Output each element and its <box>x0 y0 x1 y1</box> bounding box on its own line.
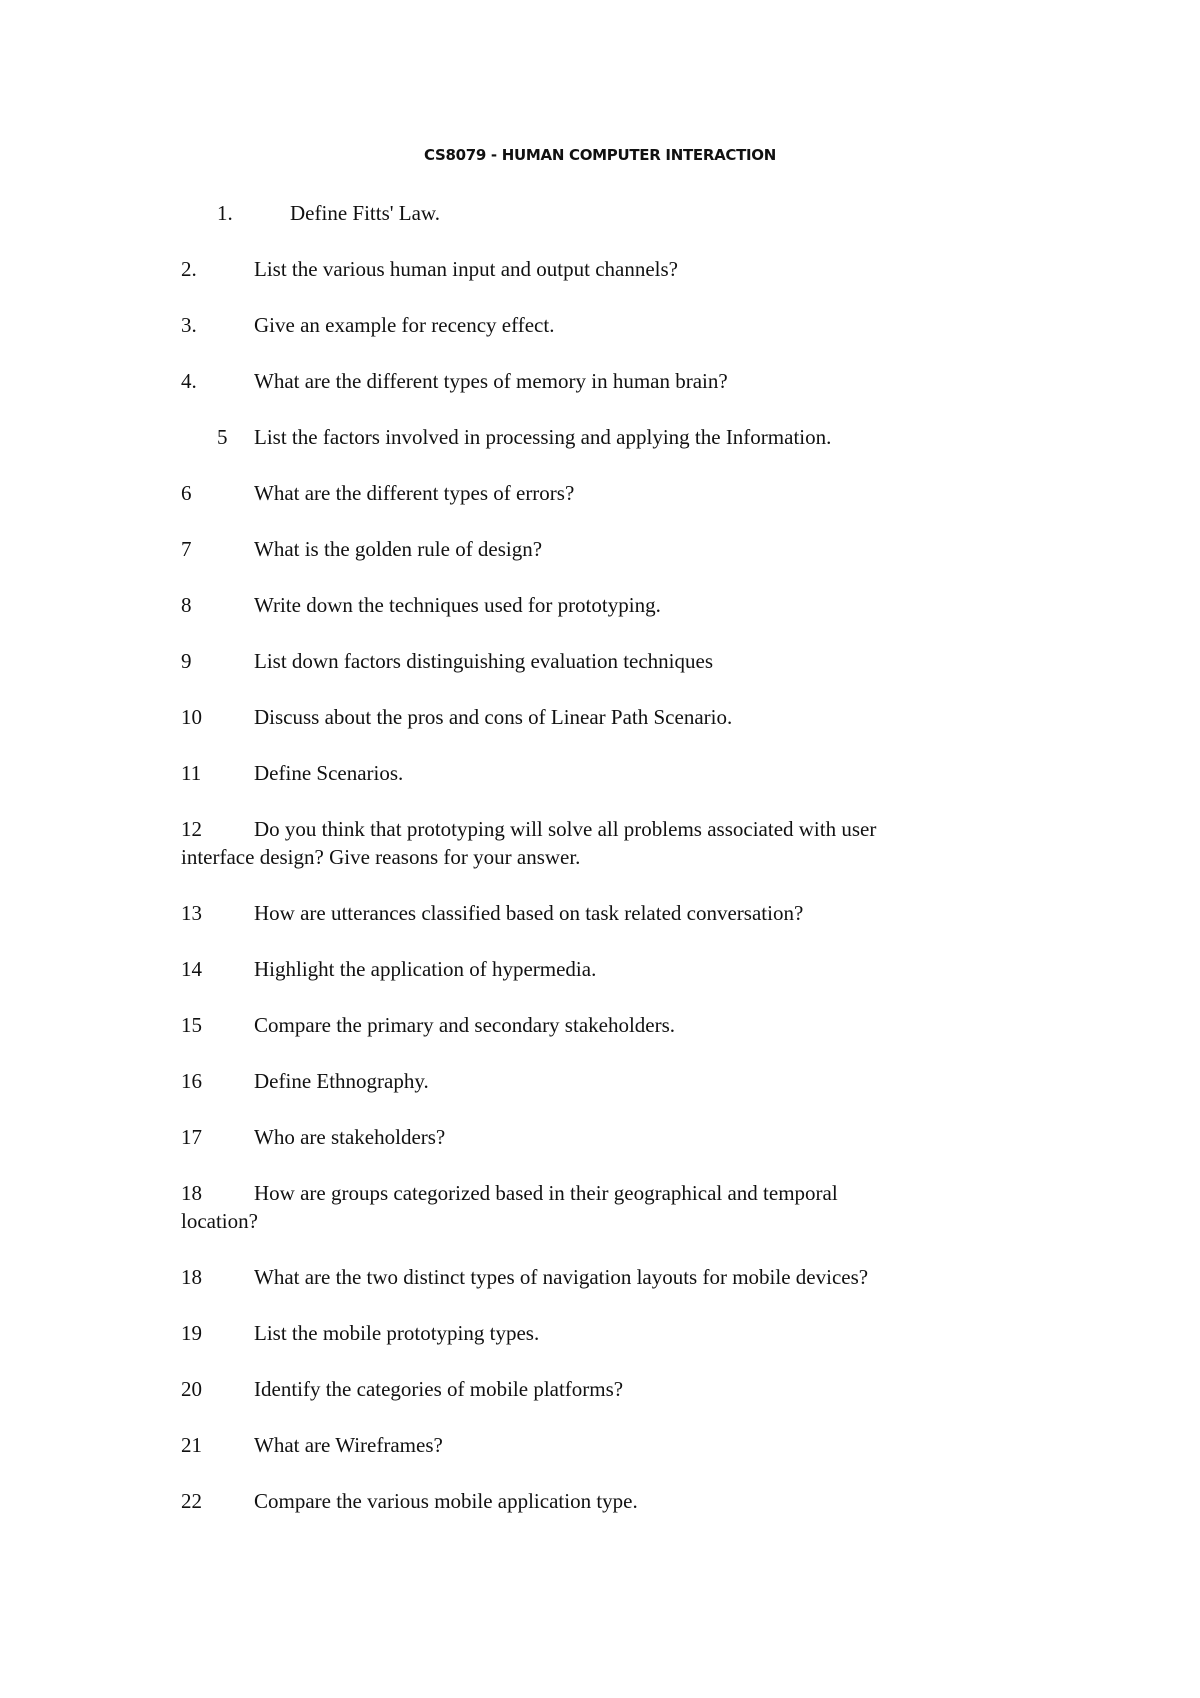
question-item <box>181 1011 981 1039</box>
question-item <box>181 647 981 675</box>
question-item <box>181 479 981 507</box>
question-number: 2. <box>181 257 197 281</box>
question-number: 1. <box>217 201 233 225</box>
question-item <box>181 311 981 339</box>
question-item <box>181 535 981 563</box>
question-text: Identify the categories of mobile platforms? <box>254 1377 624 1401</box>
question-text: Who are stakeholders? <box>254 1125 446 1149</box>
question-item <box>181 899 981 927</box>
question-item <box>181 1263 981 1291</box>
question-text: List the factors involved in processing and applying the Information. <box>254 425 832 449</box>
question-text: What are the two distinct types of navigation layouts for mobile devices? <box>254 1265 869 1289</box>
question-text: Define Scenarios. <box>254 761 404 785</box>
question-number: 9 <box>181 649 192 673</box>
question-number: 6 <box>181 481 192 505</box>
question-text: Give an example for recency effect. <box>254 313 555 337</box>
question-item <box>181 1375 981 1403</box>
question-text: Compare the various mobile application type. <box>254 1489 638 1513</box>
question-text-continued: location? <box>181 1209 258 1233</box>
question-text: Define Fitts' Law. <box>290 201 440 225</box>
question-number: 10 <box>181 705 202 729</box>
question-number: 17 <box>181 1125 202 1149</box>
question-item <box>181 367 981 395</box>
question-number: 18 <box>181 1265 202 1289</box>
question-text: Discuss about the pros and cons of Linear Path Scenario. <box>254 705 733 729</box>
question-item <box>181 759 981 787</box>
question-text-continued: interface design? Give reasons for your answer. <box>181 845 581 869</box>
question-number: 8 <box>181 593 192 617</box>
question-item <box>181 1123 981 1151</box>
question-text: How are utterances classified based on task related conversation? <box>254 901 804 925</box>
question-text: What are the different types of memory in human brain? <box>254 369 728 393</box>
question-item <box>181 199 981 227</box>
page-title: CS8079 - HUMAN COMPUTER INTERACTION <box>423 146 777 164</box>
question-number: 12 <box>181 817 202 841</box>
question-number: 18 <box>181 1181 202 1205</box>
question-item <box>181 255 981 283</box>
question-text: What is the golden rule of design? <box>254 537 543 561</box>
question-item <box>181 591 981 619</box>
question-number: 21 <box>181 1433 202 1457</box>
question-item <box>181 1319 981 1347</box>
question-number: 22 <box>181 1489 202 1513</box>
question-number: 13 <box>181 901 202 925</box>
question-item <box>181 1179 981 1235</box>
question-text: What are Wireframes? <box>254 1433 443 1457</box>
question-text: What are the different types of errors? <box>254 481 575 505</box>
question-number: 11 <box>181 761 202 785</box>
question-number: 14 <box>181 957 202 981</box>
question-text: Compare the primary and secondary stakeholders. <box>254 1013 676 1037</box>
question-text: Define Ethnography. <box>254 1069 429 1093</box>
question-number: 3. <box>181 313 197 337</box>
question-text: Write down the techniques used for prototyping. <box>254 593 661 617</box>
question-item <box>181 955 981 983</box>
question-number: 16 <box>181 1069 202 1093</box>
question-text: Do you think that prototyping will solve all problems associated with user <box>254 817 877 841</box>
question-item <box>181 1431 981 1459</box>
question-item <box>181 1487 981 1515</box>
question-number: 4. <box>181 369 197 393</box>
question-number: 5 <box>217 425 228 449</box>
question-number: 15 <box>181 1013 202 1037</box>
question-number: 19 <box>181 1321 202 1345</box>
question-text: List the mobile prototyping types. <box>254 1321 540 1345</box>
question-item <box>181 1067 981 1095</box>
question-item <box>181 423 981 451</box>
question-text: List down factors distinguishing evaluation techniques <box>254 649 714 673</box>
question-item <box>181 703 981 731</box>
question-text: Highlight the application of hypermedia. <box>254 957 597 981</box>
question-text: List the various human input and output channels? <box>254 257 678 281</box>
question-number: 20 <box>181 1377 202 1401</box>
question-number: 7 <box>181 537 192 561</box>
question-text: How are groups categorized based in their geographical and temporal <box>254 1181 838 1205</box>
question-item <box>181 815 981 871</box>
